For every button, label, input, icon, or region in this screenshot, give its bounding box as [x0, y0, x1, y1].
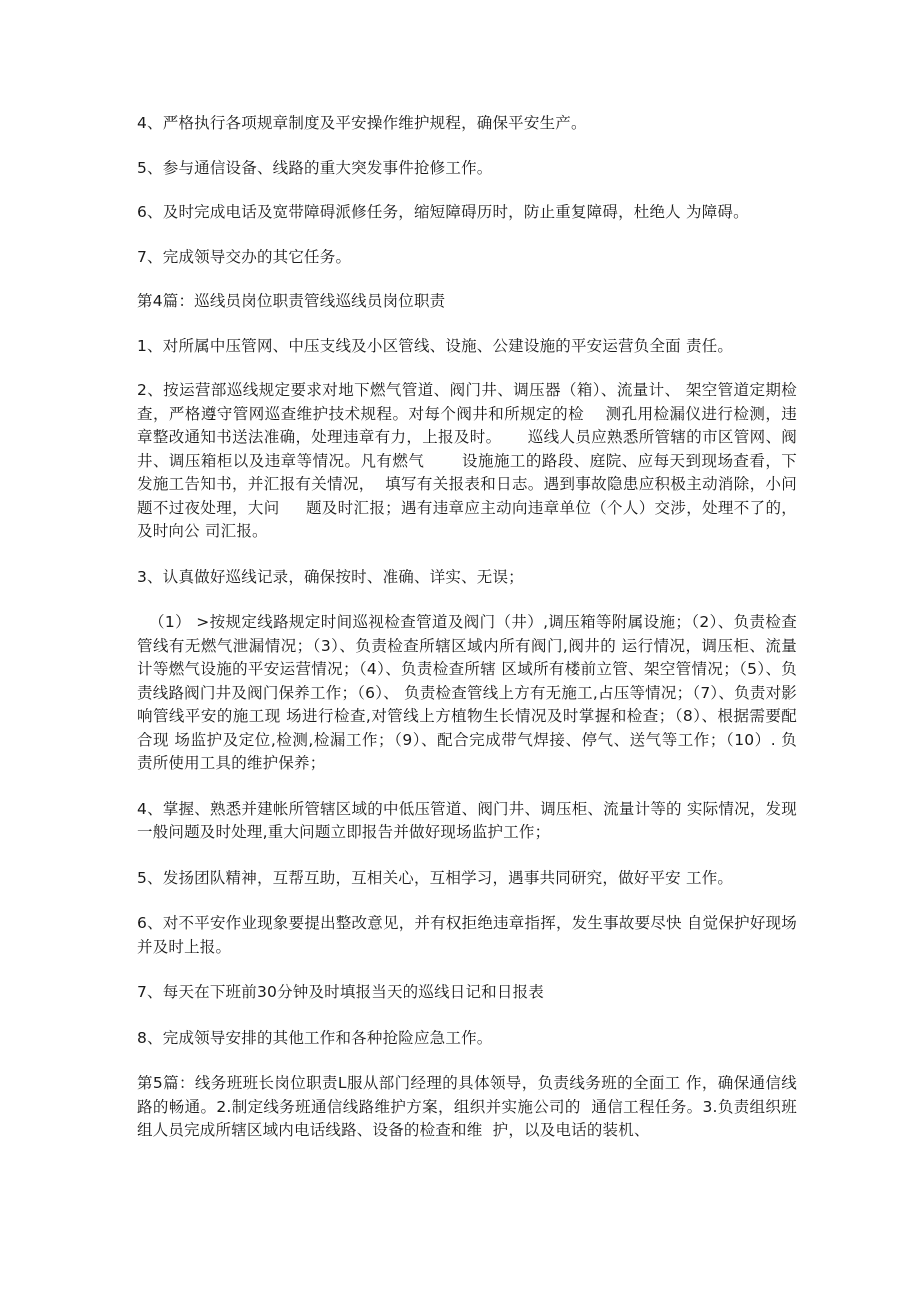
paragraph: 2、按运营部巡线规定要求对地下燃气管道、阀门井、调压器（箱）、流量计、 架空管道定期检查，严格遵守管网巡查维护技术规程。对每个阀井和所规定的检 测孔用检漏仪进行检测，违章整改通知书送法准确，处理违章有力，上报及时。 巡线人员应熟悉所管辖的市区管网、阀井、调压箱柜以及违章等情况。凡有燃气 设施施工的路段、庭院、应每天到现场查看，下发施工告知书，并汇报有关情况， 填写有关报表和日志。遇到事故隐患应积极主动消除，小问题不过夜处理，大问 题及时汇报；遇有违章应主动向违章单位（个人）交涉，处理不了的，及时向公 司汇报。 — [137, 381, 797, 540]
paragraph: 4、严格执行各项规章制度及平安操作维护规程，确保平安生产。 — [137, 114, 587, 132]
section-heading: 第5篇：线务班班长岗位职责L服从部门经理的具体领导，负责线务班的全面工 作，确保通信线路的畅通。2.制定线务班通信线路维护方案，组织并实施公司的 通信工程任务。3.负责组织班组人员完成所辖区域内电话线路、设备的检查和维 护，以及电话的装机、 — [137, 1074, 797, 1139]
paragraph: 5、参与通信设备、线路的重大突发事件抢修工作。 — [137, 158, 493, 177]
paragraph: 8、完成领导安排的其他工作和各种抢险应急工作。 — [137, 1028, 493, 1047]
paragraph: 6、及时完成电话及宽带障碍派修任务，缩短障碍历时，防止重复障碍，杜绝人 为障碍。 — [137, 203, 749, 221]
paragraph: 7、每天在下班前30分钟及时填报当天的巡线日记和日报表 — [137, 983, 544, 1001]
paragraph: 3、认真做好巡线记录，确保按时、准确、详实、无误； — [137, 567, 524, 586]
paragraph: 5、发扬团队精神，互帮互助，互相关心，互相学习，遇事共同研究，做好平安 工作。 — [137, 868, 734, 887]
paragraph: （1） >按规定线路规定时间巡视检查管道及阀门（井）,调压箱等附属设施；（2）、负责检查管线有无燃气泄漏情况；（3）、负责检查所辖区域内所有阀门,阀井的 运行情况，调压柜、流量计等燃气设施的平安运营情况；（4）、负责检查所辖 区域所有楼前立管、架空管情况；（5）、负责线路阀门井及阀门保养工作；（6）、 负责检查管线上方有无施工,占压等情况；（7）、负责对影响管线平安的施工现 场进行检查,对管线上方植物生长情况及时掌握和检查；（8）、根据需要配合现 场监护及定位,检测,检漏工作；（9）、配合完成带气焊接、停气、送气等工作；（10）. 负责所使用工具的维护保养； — [137, 613, 797, 772]
paragraph: 7、完成领导交办的其它任务。 — [137, 247, 352, 266]
paragraph: 1、对所属中压管网、中压支线及小区管线、设施、公建设施的平安运营负全面 责任。 — [137, 336, 734, 355]
paragraph: 6、对不平安作业现象要提出整改意见，并有权拒绝违章指挥，发生事故要尽快 自觉保护好现场并及时上报。 — [137, 914, 797, 956]
section-heading: 第4篇：巡线员岗位职责管线巡线员岗位职责 — [137, 292, 446, 310]
paragraph: 4、掌握、熟悉并建帐所管辖区域的中低压管道、阀门井、调压柜、流量计等的 实际情况，发现一般问题及时处理,重大问题立即报告并做好现场监护工作； — [137, 799, 797, 841]
